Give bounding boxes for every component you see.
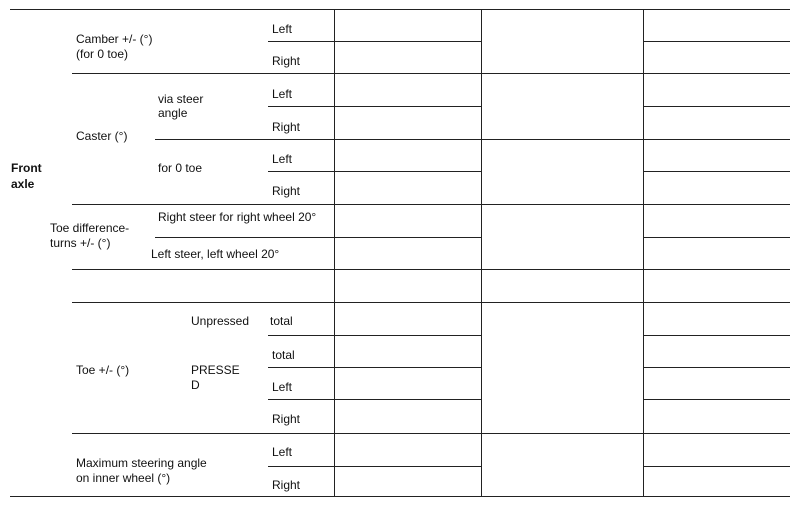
row-divider (268, 335, 481, 336)
camber-left-label: Left (272, 22, 293, 36)
toe-unpressed-total-label: total (270, 314, 293, 328)
row-divider (643, 367, 790, 368)
column-divider (334, 9, 335, 497)
group-divider (72, 73, 790, 74)
max-steering-label: Maximum steering angle (76, 456, 207, 470)
left-steer-label: Left steer, left wheel 20° (151, 247, 280, 261)
toe-label: Toe +/- (°) (76, 363, 130, 377)
section-label-front: Front (11, 161, 42, 175)
group-divider (72, 204, 790, 205)
toe-left-label: Left (272, 380, 293, 394)
caster-zero-right-label: Right (272, 184, 301, 198)
row-divider (268, 367, 481, 368)
caster-label: Caster (°) (76, 129, 128, 143)
caster-steer-left-label: Left (272, 87, 293, 101)
caster-zero-left-label: Left (272, 152, 293, 166)
column-divider (643, 9, 644, 497)
toe-pressed-label: PRESSE (191, 363, 240, 377)
row-divider (643, 335, 790, 336)
row-divider (643, 466, 790, 467)
max-steering-sublabel: on inner wheel (°) (76, 471, 171, 485)
toe-right-label: Right (272, 412, 301, 426)
row-divider (268, 171, 481, 172)
column-divider (481, 9, 482, 497)
row-divider (643, 106, 790, 107)
caster-zero-toe-label: for 0 toe (158, 161, 203, 175)
caster-steer-right-label: Right (272, 120, 301, 134)
row-divider (268, 41, 481, 42)
toe-difference-label: Toe difference- (50, 221, 130, 235)
camber-label: Camber +/- (°) (76, 32, 153, 46)
row-divider (268, 399, 481, 400)
subgroup-divider (155, 139, 790, 140)
section-label-axle: axle (11, 177, 35, 191)
row-divider (643, 41, 790, 42)
group-divider (72, 269, 790, 270)
group-divider (72, 433, 790, 434)
row-divider (268, 466, 481, 467)
caster-steer-sublabel: angle (158, 106, 188, 120)
camber-sublabel: (for 0 toe) (76, 47, 129, 61)
max-steering-left-label: Left (272, 445, 293, 459)
max-steering-right-label: Right (272, 478, 301, 492)
row-divider (643, 399, 790, 400)
right-steer-label: Right steer for right wheel 20° (158, 210, 317, 224)
toe-pressed-total-label: total (272, 348, 295, 362)
row-divider (643, 171, 790, 172)
toe-unpressed-label: Unpressed (191, 314, 250, 328)
caster-steer-label: via steer (158, 92, 204, 106)
toe-pressed-label-wrap: D (191, 378, 200, 392)
row-divider (268, 106, 481, 107)
toe-difference-sublabel: turns +/- (°) (50, 236, 111, 250)
group-divider (72, 302, 790, 303)
camber-right-label: Right (272, 54, 301, 68)
row-divider (155, 237, 481, 238)
table-top-border (10, 9, 790, 10)
table-bottom-border (10, 496, 790, 497)
row-divider (643, 237, 790, 238)
